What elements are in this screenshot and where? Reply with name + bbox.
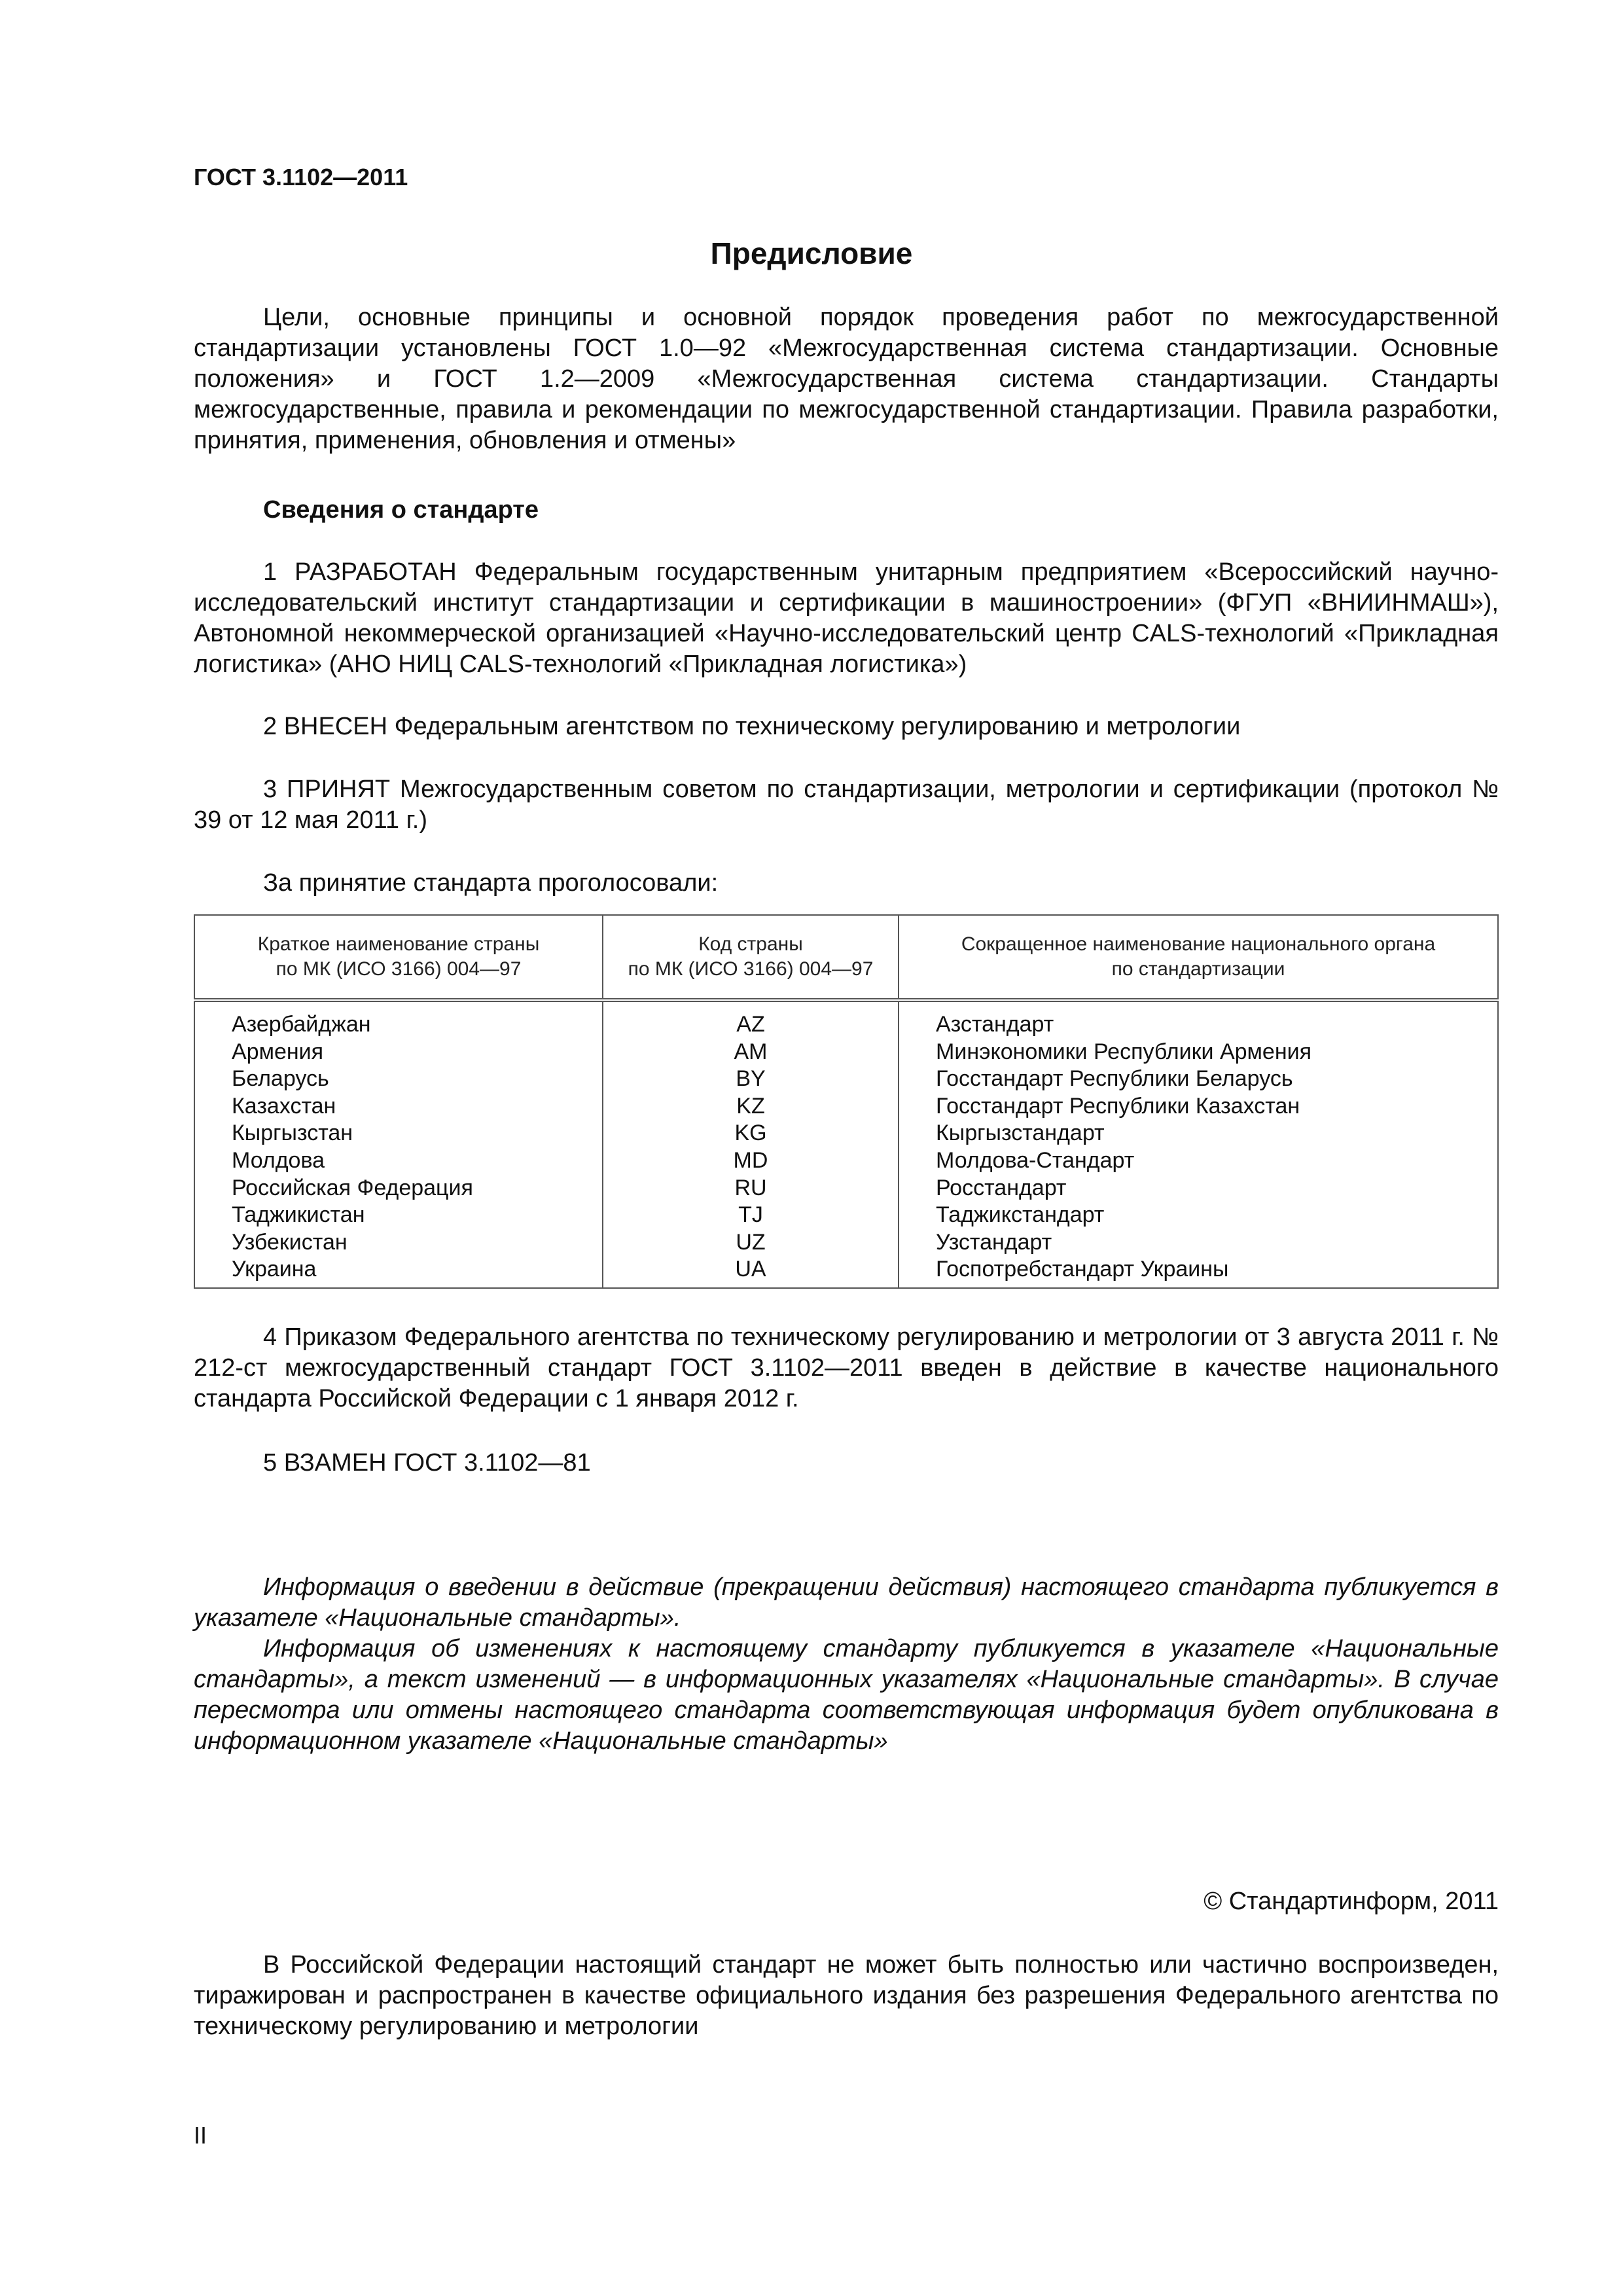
country-code: AM <box>603 1039 899 1066</box>
table-row <box>194 1202 1498 1229</box>
table-row <box>194 1175 1498 1202</box>
country-code: AZ <box>603 1000 899 1039</box>
country-name: Таджикистан <box>194 1202 603 1229</box>
intro-block <box>194 302 1499 456</box>
national-body: Минэкономики Республики Армения <box>899 1039 1498 1066</box>
country-code: MD <box>603 1147 899 1175</box>
national-body: Госстандарт Республики Казахстан <box>899 1093 1498 1121</box>
table-row <box>194 1256 1498 1288</box>
national-body: Госпотребстандарт Украины <box>899 1256 1498 1288</box>
country-name: Беларусь <box>194 1066 603 1093</box>
country-name: Азербайджан <box>194 1000 603 1039</box>
item-5-block <box>194 1448 1499 1479</box>
item-4-paragraph: 4 Приказом Федерального агентства по техническому регулированию и метрологии от 3 августа 2011 г. № 212-ст межгосударственный стандарт ГОСТ 3.1102—2011 введен в действие в качестве национального стандарта Российской Федерации с 1 января 2012 г. <box>194 1323 1499 1412</box>
notice-paragraph-1: Информация о введении в действие (прекращении действия) настоящего стандарта публикуется в указателе «Национальные стандарты». <box>194 1573 1499 1632</box>
national-body: Молдова-Стандарт <box>899 1147 1498 1175</box>
header-national-body: Сокращенное наименование национального органа по стандартизации <box>899 915 1498 1000</box>
item-5-paragraph: 5 ВЗАМЕН ГОСТ 3.1102—81 <box>263 1449 591 1477</box>
country-code: UA <box>603 1256 899 1288</box>
voting-table <box>194 914 1499 1289</box>
notice-block <box>194 1572 1499 1757</box>
table-header-row <box>194 915 1498 1000</box>
table-row <box>194 1039 1498 1066</box>
country-code: KG <box>603 1120 899 1147</box>
table-row <box>194 1093 1498 1121</box>
national-body: Кыргызстандарт <box>899 1120 1498 1147</box>
country-name: Казахстан <box>194 1093 603 1121</box>
item-3-block <box>194 774 1499 836</box>
country-name: Узбекистан <box>194 1229 603 1257</box>
country-name: Украина <box>194 1256 603 1288</box>
notice-paragraph-2: Информация об изменениях к настоящему стандарту публикуется в указателе «Национальные стандарты», а текст изменений — в информационных указателях «Национальные стандарты». В случае пересмотра или отмены настоящего стандарта соответствующая информация будет опубликована в информационном указателе «Национальные стандарты» <box>194 1635 1499 1755</box>
item-4-block <box>194 1322 1499 1414</box>
national-body: Росстандарт <box>899 1175 1498 1202</box>
intro-paragraph: Цели, основные принципы и основной порядок проведения работ по межгосударственной стандартизации установлены ГОСТ 1.0—92 «Межгосударственная система стандартизации. Основные положения» и ГОСТ 1.2—2009 «Межгосударственная система стандартизации. Стандарты межгосударственные, правила и рекомендации по межгосударственной стандартизации. Правила разработки, принятия, применения, обновления и отмены» <box>194 304 1499 454</box>
country-code: KZ <box>603 1093 899 1121</box>
country-name: Российская Федерация <box>194 1175 603 1202</box>
reproduction-paragraph: В Российской Федерации настоящий стандарт не может быть полностью или частично воспроизведен, тиражирован и распространен в качестве официального издания без разрешения Федерального агентства по техническому регулированию и метрологии <box>194 1951 1499 2040</box>
country-name: Молдова <box>194 1147 603 1175</box>
country-name: Армения <box>194 1039 603 1066</box>
page-title: Предисловие <box>710 236 913 270</box>
info-heading: Сведения о стандарте <box>263 496 539 524</box>
country-code: BY <box>603 1066 899 1093</box>
item-2-block <box>194 711 1499 742</box>
vote-caption-block <box>194 868 1499 899</box>
table-row <box>194 1066 1498 1093</box>
reproduction-block <box>194 1950 1499 2042</box>
national-body: Госстандарт Республики Беларусь <box>899 1066 1498 1093</box>
country-code: RU <box>603 1175 899 1202</box>
item-2-paragraph: 2 ВНЕСЕН Федеральным агентством по техническому регулированию и метрологии <box>263 713 1241 740</box>
page-number: II <box>194 2122 207 2149</box>
vote-caption: За принятие стандарта проголосовали: <box>263 869 719 897</box>
national-body: Таджикстандарт <box>899 1202 1498 1229</box>
item-3-paragraph: 3 ПРИНЯТ Межгосударственным советом по стандартизации, метрологии и сертификации (протокол № 39 от 12 мая 2011 г.) <box>194 776 1499 834</box>
national-body: Азстандарт <box>899 1000 1498 1039</box>
copyright-line: © Стандартинформ, 2011 <box>1204 1888 1499 1915</box>
header-country-code: Код страны по МК (ИСО 3166) 004—97 <box>603 915 899 1000</box>
country-code: UZ <box>603 1229 899 1257</box>
country-code: TJ <box>603 1202 899 1229</box>
table-row <box>194 1147 1498 1175</box>
table-row <box>194 1120 1498 1147</box>
table-row <box>194 1229 1498 1257</box>
table-row <box>194 1000 1498 1039</box>
item-1-block <box>194 557 1499 680</box>
document-header: ГОСТ 3.1102—2011 <box>194 164 408 190</box>
national-body: Узстандарт <box>899 1229 1498 1257</box>
header-country-name: Краткое наименование страны по МК (ИСО 3166) 004—97 <box>194 915 603 1000</box>
country-name: Кыргызстан <box>194 1120 603 1147</box>
item-1-paragraph: 1 РАЗРАБОТАН Федеральным государственным унитарным предприятием «Всероссийский научно-исследовательский институт стандартизации и сертификации в машиностроении» (ФГУП «ВНИИНМАШ»), Автономной некоммерческой организацией «Научно-исследовательский центр CALS-технологий «Прикладная логистика» (АНО НИЦ CALS-технологий «Прикладная логистика») <box>194 558 1499 678</box>
